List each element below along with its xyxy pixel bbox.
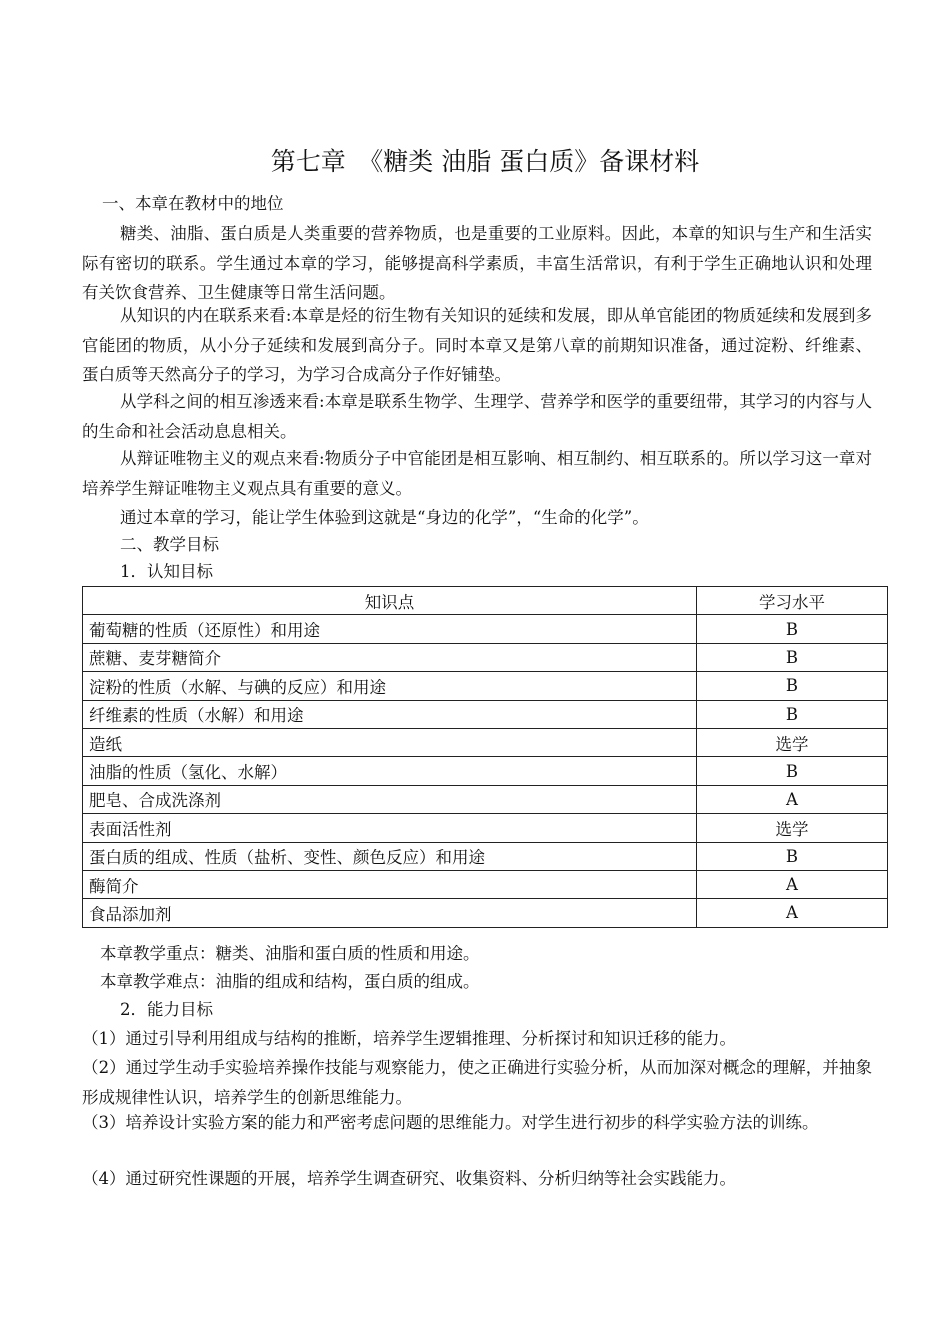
knowledge-cell: 葡萄糖的性质（还原性）和用途 (83, 615, 697, 643)
ability-goal-item: （3）培养设计实验方案的能力和严密考虑问题的思维能力。对学生进行初步的科学实验方法的训练。 (82, 1113, 819, 1132)
level-cell: A (697, 785, 888, 813)
ability-goal-item: （4）通过研究性课题的开展，培养学生调查研究、收集资料、分析归纳等社会实践能力。 (82, 1169, 736, 1188)
paragraph-experience: 通过本章的学习，能让学生体验到这就是“身边的化学”，“生命的化学”。 (120, 508, 649, 527)
table-row (83, 700, 888, 728)
paragraph-dialectical: 从辩证唯物主义的观点来看:物质分子中官能团是相互影响、相互制约、相互联系的。所以学习这一章对培养学生辩证唯物主义观点具有重要的意义。 (82, 449, 872, 498)
table-row (83, 842, 888, 870)
section-heading-position: 一、本章在教材中的地位 (102, 194, 284, 213)
table-row (83, 785, 888, 813)
ability-goal-item: （1）通过引导利用组成与结构的推断，培养学生逻辑推理、分析探讨和知识迁移的能力。 (82, 1029, 736, 1048)
level-cell: B (697, 643, 888, 671)
knowledge-cell: 肥皂、合成洗涤剂 (83, 785, 697, 813)
level-cell: A (697, 870, 888, 898)
knowledge-cell: 造纸 (83, 728, 697, 756)
knowledge-cell: 纤维素的性质（水解）和用途 (83, 700, 697, 728)
paragraph-importance: 糖类、油脂、蛋白质是人类重要的营养物质，也是重要的工业原料。因此，本章的知识与生产和生活实际有密切的联系。学生通过本章的学习，能够提高科学素质，丰富生活常识，有利于学生正确地认识和处理有关饮食营养、卫生健康等日常生活问题。 (82, 224, 872, 302)
cognitive-goals-table (82, 586, 888, 928)
teaching-key-point: 本章教学重点：糖类、油脂和蛋白质的性质和用途。 (100, 944, 480, 963)
knowledge-cell: 淀粉的性质（水解、与碘的反应）和用途 (83, 672, 697, 700)
table-row (83, 728, 888, 756)
knowledge-cell: 食品添加剂 (83, 899, 697, 927)
knowledge-cell: 油脂的性质（氢化、水解） (83, 757, 697, 785)
section-heading-goals: 二、教学目标 (120, 535, 219, 554)
table-row (83, 615, 888, 643)
knowledge-cell: 酶简介 (83, 870, 697, 898)
level-cell: B (697, 757, 888, 785)
column-header-level: 学习水平 (697, 587, 888, 615)
table-row (83, 814, 888, 842)
level-cell: B (697, 672, 888, 700)
table-row (83, 672, 888, 700)
knowledge-cell: 蔗糖、麦芽糖简介 (83, 643, 697, 671)
subheading-ability-goals: 2．能力目标 (120, 1000, 213, 1019)
table-row (83, 899, 888, 927)
paragraph-interdisciplinary: 从学科之间的相互渗透来看:本章是联系生物学、生理学、营养学和医学的重要纽带，其学习的内容与人的生命和社会活动息息相关。 (82, 392, 872, 441)
document-title: 第七章 《糖类 油脂 蛋白质》备课材料 (270, 147, 700, 176)
knowledge-cell: 表面活性剂 (83, 814, 697, 842)
ability-goal-item: （2）通过学生动手实验培养操作技能与观察能力，使之正确进行实验分析，从而加深对概念的理解，并抽象形成规律性认识，培养学生的创新思维能力。 (82, 1058, 872, 1107)
knowledge-cell: 蛋白质的组成、性质（盐析、变性、颜色反应）和用途 (83, 842, 697, 870)
table-row (83, 757, 888, 785)
paragraph-knowledge-connection: 从知识的内在联系来看:本章是烃的衍生物有关知识的延续和发展，即从单官能团的物质延续和发展到多官能团的物质，从小分子延续和发展到高分子。同时本章又是第八章的前期知识准备，通过淀粉、纤维素、蛋白质等天然高分子的学习，为学习合成高分子作好铺垫。 (82, 306, 872, 384)
table-header-row (83, 587, 888, 615)
subheading-cognitive-goals: 1．认知目标 (120, 562, 213, 581)
level-cell: A (697, 899, 888, 927)
column-header-knowledge: 知识点 (83, 587, 697, 615)
level-cell: 选学 (697, 814, 888, 842)
table-row (83, 643, 888, 671)
teaching-difficult-point: 本章教学难点：油脂的组成和结构，蛋白质的组成。 (100, 972, 480, 991)
level-cell: B (697, 842, 888, 870)
level-cell: B (697, 615, 888, 643)
level-cell: B (697, 700, 888, 728)
level-cell: 选学 (697, 728, 888, 756)
table-row (83, 870, 888, 898)
